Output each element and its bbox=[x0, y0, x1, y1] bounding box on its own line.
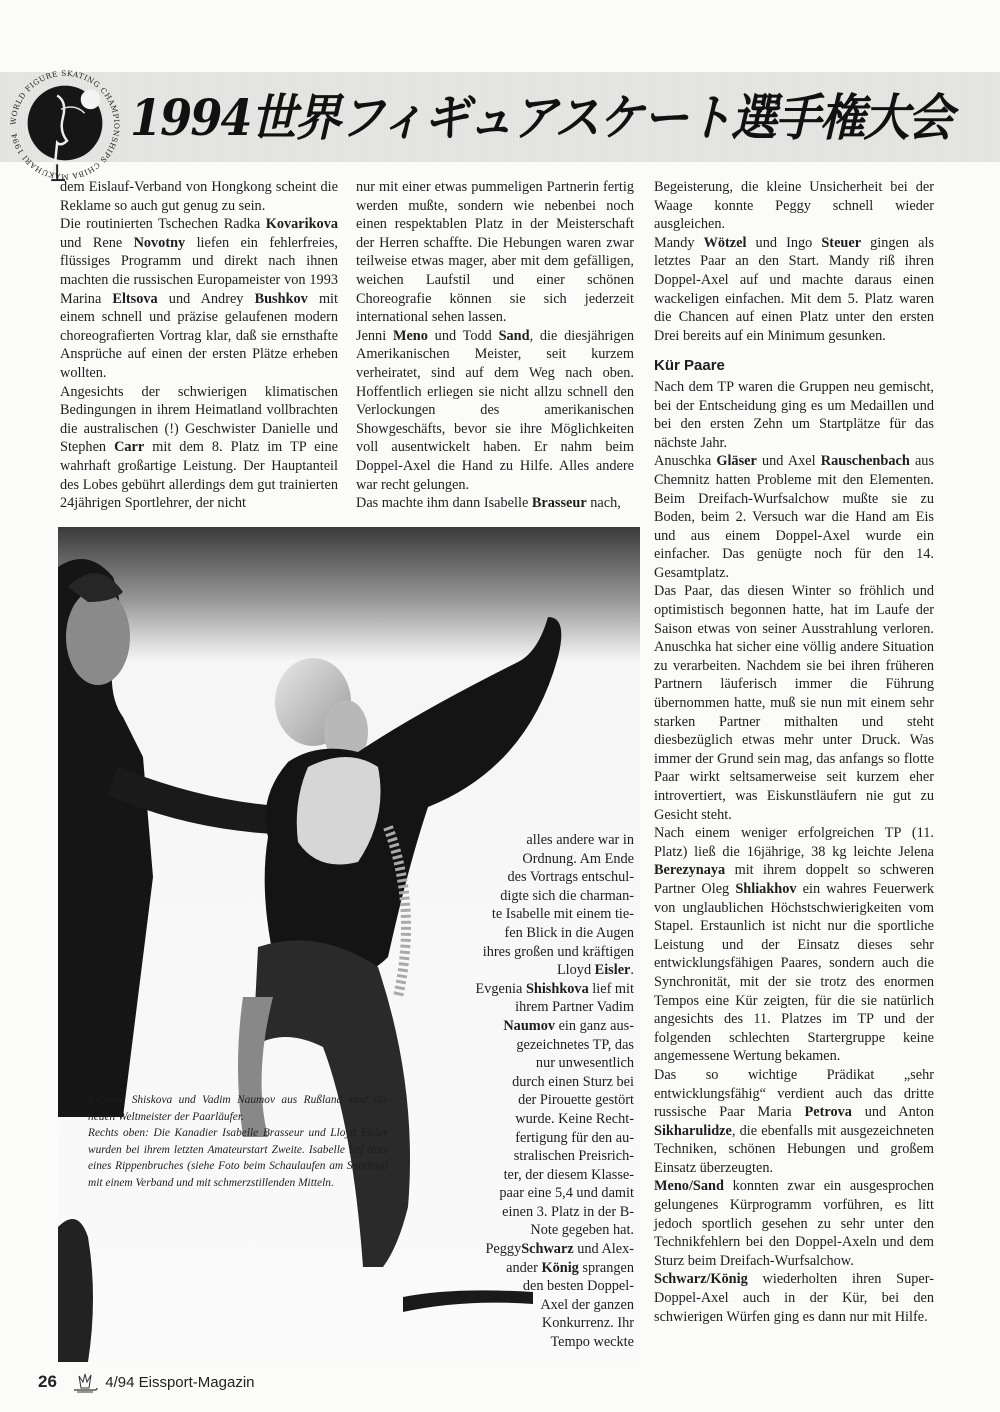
bold-name: Wötzel bbox=[703, 234, 747, 251]
text-run: liefen ein fehlerfreies, flüssiges Programm und direkt nach ihnen machten die russischen Europameister von 1993 Marina bbox=[60, 234, 338, 307]
paragraph: Begeisterung, die kleine Unsicherheit bei der Waage konnte Peggy schnell wieder ausgleichen. bbox=[654, 179, 934, 233]
logo-text: WORLD FIGURE SKATING CHAMPIONSHIPS CHIBA MAKUHARI 1994 bbox=[8, 68, 122, 182]
text-line: der Pirouette gestört bbox=[518, 1092, 634, 1109]
text-line: digte sich die charman- bbox=[500, 887, 634, 904]
text-line: ter, der diesem Klasse- bbox=[503, 1166, 634, 1183]
bold-name: Schwarz/König bbox=[654, 1271, 748, 1288]
bold-name: Carr bbox=[114, 439, 145, 456]
wrap-line: Lloyd Eisler. bbox=[556, 962, 634, 979]
text-line: Axel der ganzen bbox=[540, 1296, 634, 1313]
bold-name: Sikharulidze bbox=[654, 1122, 732, 1139]
text-line: nur unwesentlich bbox=[535, 1055, 634, 1072]
bold-name: Steuer bbox=[821, 234, 862, 251]
wrap-line: ander König sprangen bbox=[506, 1259, 634, 1276]
text-run: aus Chemnitz hatten Probleme mit den Elementen. Beim Dreifach-Wurfsalchow mußte sie zu Boden, beim 2. Versuch war die Hand am Eis und aus einem Doppel-Axel wurde ein einfacher. Das genügte noch für den 14. Gesamtplatz. bbox=[654, 453, 935, 581]
bold-name: Novotny bbox=[133, 234, 186, 251]
caption-paragraph: Rechts oben: Die Kanadier Isabelle Brasseur und Lloyd Eisler wurden bei ihrem letzten Amateurstart Zweite. Isabelle lief trotz eines Rippenbruches (siehe Foto beim Schaulaufen am Sonntag) mit einem Verband und mit schmerzstillenden Mitteln. bbox=[88, 1127, 388, 1189]
photo-caption bbox=[88, 1092, 388, 1192]
paragraph bbox=[356, 494, 634, 513]
text-line: alles andere war in bbox=[526, 832, 634, 848]
text-run: und Axel bbox=[756, 453, 821, 470]
text-run: , die ebenfalls mit ausgezeichneten Techniken, schönen Hebungen und großem Einsatz überzeugten. bbox=[654, 1122, 934, 1176]
text-run: und Andrey bbox=[157, 290, 255, 307]
paragraph: dem Eislauf-Verband von Hongkong scheint die Reklame so auch gut genug zu sein. bbox=[60, 179, 338, 214]
text-run: und Ingo bbox=[746, 234, 822, 251]
text-line: Konkurrenz. Ihr bbox=[541, 1315, 634, 1332]
wrap-line: ihrem Partner Vadim bbox=[515, 999, 634, 1016]
text-line: ihres großen und kräftigen bbox=[482, 943, 634, 960]
article-wrap-column bbox=[370, 831, 634, 1352]
paragraph bbox=[654, 824, 934, 1066]
page-number: 26 bbox=[38, 1372, 57, 1391]
wrap-lines-2 bbox=[370, 1036, 634, 1241]
text-line: paar eine 5,4 und damit bbox=[499, 1185, 634, 1202]
issue-label: 4/94 Eissport-Magazin bbox=[105, 1374, 255, 1391]
bold-name: Brasseur bbox=[531, 495, 587, 512]
page-footer bbox=[38, 1372, 255, 1394]
wrap-line: Naumov ein ganz aus- bbox=[503, 1017, 634, 1034]
bold-name: Meno bbox=[392, 327, 428, 344]
text-run: Angesichts der schwierigen klimatischen Bedingungen in ihrem Heimatland vollbrachten die australischen (!) Geschwister Danielle und Stephen bbox=[60, 383, 338, 456]
paragraph bbox=[654, 1066, 934, 1178]
bold-name: Petrova bbox=[804, 1104, 852, 1121]
text-run: gingen als letztes Paar an den Start. Mandy riß ihren Doppel-Axel auf und machte daraus einen wackeligen einfachen. Mit dem 5. Platz waren die Chancen auf einen Platz unter den ersten Drei bereits auf ein Minimum gesunken. bbox=[654, 234, 935, 344]
text-line: durch einen Sturz bei bbox=[512, 1073, 634, 1090]
text-line: Tempo weckte bbox=[550, 1334, 634, 1351]
text-line: fertigung für den au- bbox=[515, 1129, 634, 1146]
text-line: te Isabelle mit einem tie- bbox=[491, 906, 634, 923]
text-line: stralischen Preisrich- bbox=[513, 1148, 634, 1165]
text-run: ein wahres Feuerwerk von unglaublichen Höchstschwierigkeiten vom Stapel. Erstaunlich ist nicht nur die sportliche Leistung und der Einsatz dieses sehr entwicklungsfähigen Paares, sondern auch die Synchronität, mit der sie trotz des enormen Tempos eine Kür zeigten, für die sie natürlich angesichts des 11. Platzes im TP und der folgenden schlechten Startergruppe keine angemessene Wertung bekamen. bbox=[654, 880, 934, 1065]
paragraph bbox=[654, 234, 934, 346]
championship-logo-icon bbox=[6, 66, 124, 184]
text-line: fen Blick in die Augen bbox=[504, 924, 634, 941]
skate-logo-icon bbox=[71, 1372, 99, 1394]
text-run: und Todd bbox=[427, 327, 499, 344]
article-column-1 bbox=[60, 178, 338, 513]
text-run: mit einem schnell und präzise gelaufenen modern choreografierten Vortrag klar, daß sie ernsthafte Ansprüche auf einen der ersten Plätze erheben wollten. bbox=[60, 290, 339, 381]
paragraph: nur mit einer etwas pummeligen Partnerin fertig werden mußte, sondern wie nebenbei noch einen respektablen Platz in der Meisterschaft der Herren schaffte. Die Hebungen waren zwar teilweise etwas mager, aber mit dem gefälligen, weichen Laufstil und einer schönen Choreografie können sie sich jederzeit international sehen lassen. bbox=[356, 179, 634, 326]
text-run: Die routinierten Tschechen Radka bbox=[60, 216, 266, 233]
bold-name: Gläser bbox=[716, 453, 757, 470]
text-run: , die diesjährigen Amerikanischen Meister, seit kurzem verheiratet, sind auf dem Weg nach oben. Hoffentlich erliegen sie nicht allzu schnell den Verlockungen des amerikanischen Showgeschäfts, bevor sie ihre Möglichkeiten voll ausentwickelt haben. Er nahm beim Doppel-Axel die Hand zu Hilfe. Alles andere war recht gelungen. bbox=[356, 327, 635, 493]
text-run: wiederholten ihren Super-Doppel-Axel auch in der Kür, bei den schwierigen Würfen ging es dann nur mit Hilfe. bbox=[654, 1271, 934, 1325]
bold-name: Sand bbox=[498, 327, 530, 344]
paragraph bbox=[356, 327, 634, 494]
wrap-line: PeggySchwarz und Alex- bbox=[485, 1241, 634, 1258]
wrap-lines-1 bbox=[370, 831, 634, 961]
text-run: mit dem 8. Platz im TP eine wahrhaft großartige Leistung. Der Hauptanteil des Lobes gebührt allerdings dem gut trainierten 24jährigen Sportlehrer, der nicht bbox=[60, 439, 338, 512]
bold-name: Rauschenbach bbox=[820, 453, 910, 470]
bold-name: Berezynaya bbox=[654, 862, 726, 879]
text-line: einen 3. Platz in der B- bbox=[502, 1203, 634, 1220]
paragraph bbox=[654, 452, 934, 582]
text-run: Das so wichtige Prädikat „sehr entwicklungsfähig“ verdient auch das dritte russische Paar Maria bbox=[654, 1066, 934, 1121]
text-run: nach, bbox=[586, 495, 621, 512]
bold-name: Kovarikova bbox=[265, 216, 338, 233]
paragraph bbox=[654, 1177, 934, 1270]
page-title: 1994世界フィギュアスケート選手権大会 bbox=[130, 88, 952, 147]
paragraph bbox=[654, 1270, 934, 1326]
text-line: den besten Doppel- bbox=[522, 1278, 634, 1295]
text-run: Nach einem weniger erfolgreichen TP (11. Platz) ließ die 16jährige, 38 kg leichte Jelena bbox=[654, 825, 934, 860]
text-run: konnten zwar ein ausgesprochen gelungenes Kürprogramm vorführen, es litt jedoch sportlich gesehen zu sehr unter den Technikfehlern bei den Doppel-Axeln und dem Sturz beim Dreifach-Wurfsalchow. bbox=[654, 1178, 934, 1269]
text-run: und Rene bbox=[60, 234, 134, 251]
text-run: mit ihrem doppelt so schweren Partner Oleg bbox=[654, 862, 934, 897]
text-run: Das machte ihm dann Isabelle bbox=[356, 495, 532, 512]
text-line: wurde. Keine Recht- bbox=[515, 1110, 634, 1127]
bold-name: Meno/Sand bbox=[654, 1178, 724, 1195]
article-column-3 bbox=[654, 178, 934, 1326]
text-run: Jenni bbox=[356, 327, 393, 344]
bold-name: Eltsova bbox=[112, 290, 158, 307]
text-line: des Vortrags entschul- bbox=[507, 869, 634, 886]
text-run: und Anton bbox=[851, 1104, 934, 1121]
caption-paragraph: Evgenia Shiskova und Vadim Naumov aus Rußland sind die neuen Weltmeister der Paarläufer. bbox=[88, 1094, 388, 1123]
article-column-2 bbox=[356, 178, 634, 513]
paragraph: Das Paar, das diesen Winter so fröhlich und optimistisch begonnen hatte, hat im Laufe der Saison etwas von seiner Ausstrahlung verloren. Anuschka hat sicher eine völlig andere Situation zu verarbeiten. Nachdem sie bei ihren früheren Partnern läuferisch immer die Führung übernommen hatte, muß sie nun mit einem sehr starken Partner mithalten und steht diesbezüglich etwas mehr unter Druck. Was immer der Grund sein mag, das anfangs so flotte Paar wirkt seltsamerweise seit kurzem eher introvertiert, was Eiskunstläufern nie gut zu Gesicht steht. bbox=[654, 583, 934, 823]
text-line: Ordnung. Am Ende bbox=[522, 850, 634, 867]
bold-name: Bushkov bbox=[254, 290, 308, 307]
text-line: Note gegeben hat. bbox=[530, 1222, 634, 1239]
paragraph: Nach dem TP waren die Gruppen neu gemischt, bei der Entscheidung ging es um Medaillen und bei den ersten Zehn um Startplätze für das nächste Jahr. bbox=[654, 378, 934, 451]
paragraph bbox=[60, 383, 338, 513]
text-run: Anuschka bbox=[654, 453, 717, 470]
wrap-lines-3 bbox=[370, 1277, 634, 1351]
text-line: gezeichnetes TP, das bbox=[516, 1036, 634, 1053]
paragraph bbox=[60, 215, 338, 382]
text-run: Mandy bbox=[654, 234, 704, 251]
bold-name: Shliakhov bbox=[735, 880, 797, 897]
wrap-line: Evgenia Shishkova lief mit bbox=[475, 980, 634, 997]
section-heading: Kür Paare bbox=[654, 357, 725, 375]
